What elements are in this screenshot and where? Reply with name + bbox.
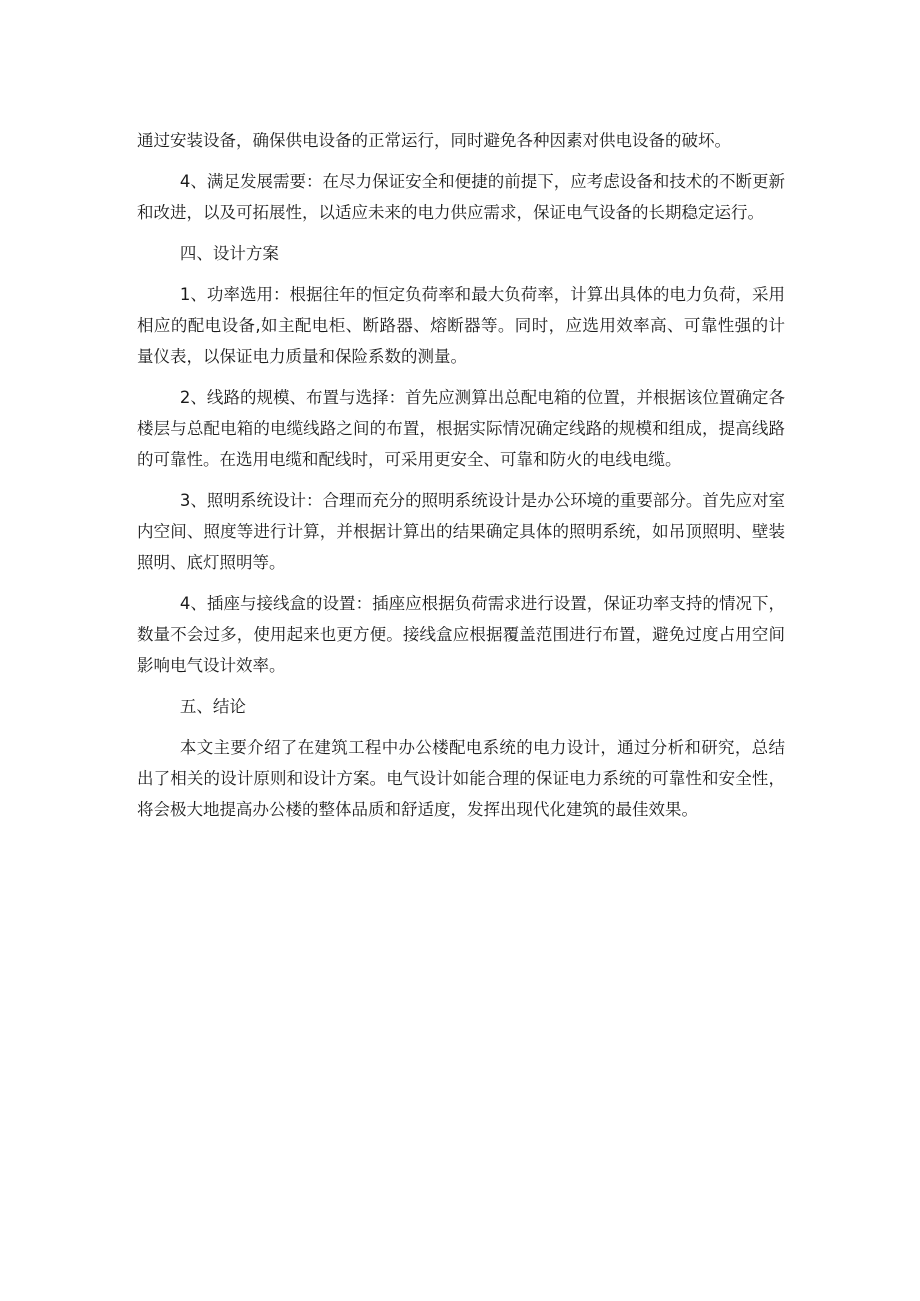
section-heading-design-plan: 四、设计方案 [179,244,279,263]
paragraph-socket-junction: 4、插座与接线盒的设置：插座应根据负荷需求进行设置，保证功率支持的情况下，数量不会过多，使用起来也更方便。接线盒应根据覆盖范围进行布置，避免过度占用空间影响电气设计效率。 [137,594,785,675]
paragraph-lighting-design: 3、照明系统设计：合理而充分的照明系统设计是办公环境的重要部分。首先应对室内空间、照度等进行计算，并根据计算出的结果确定具体的照明系统，如吊顶照明、壁装照明、底灯照明等。 [137,491,785,572]
paragraph-line-layout: 2、线路的规模、布置与选择：首先应测算出总配电箱的位置，并根据该位置确定各楼层与总配电箱的电缆线路之间的布置，根据实际情况确定线路的规模和组成，提高线路的可靠性。在选用电缆和配线时，可采用更安全、可靠和防火的电线电缆。 [137,388,785,469]
paragraph-power-selection: 1、功率选用：根据往年的恒定负荷率和最大负荷率，计算出具体的电力负荷，采用相应的配电设备,如主配电柜、断路器、熔断器等。同时，应选用效率高、可靠性强的计量仪表，以保证电力质量和保险系数的测量。 [137,285,785,366]
paragraph-conclusion: 本文主要介绍了在建筑工程中办公楼配电系统的电力设计，通过分析和研究，总结出了相关的设计原则和设计方案。电气设计如能合理的保证电力系统的可靠性和安全性，将会极大地提高办公楼的整体品质和舒适度，发挥出现代化建筑的最佳效果。 [137,738,785,819]
paragraph-continuation: 通过安装设备，确保供电设备的正常运行，同时避免各种因素对供电设备的破坏。 [137,131,731,150]
paragraph-development-needs: 4、满足发展需要：在尽力保证安全和便捷的前提下，应考虑设备和技术的不断更新和改进，以及可拓展性，以适应未来的电力供应需求，保证电气设备的长期稳定运行。 [137,172,785,222]
section-heading-conclusion: 五、结论 [179,697,246,716]
document-body [137,125,785,835]
